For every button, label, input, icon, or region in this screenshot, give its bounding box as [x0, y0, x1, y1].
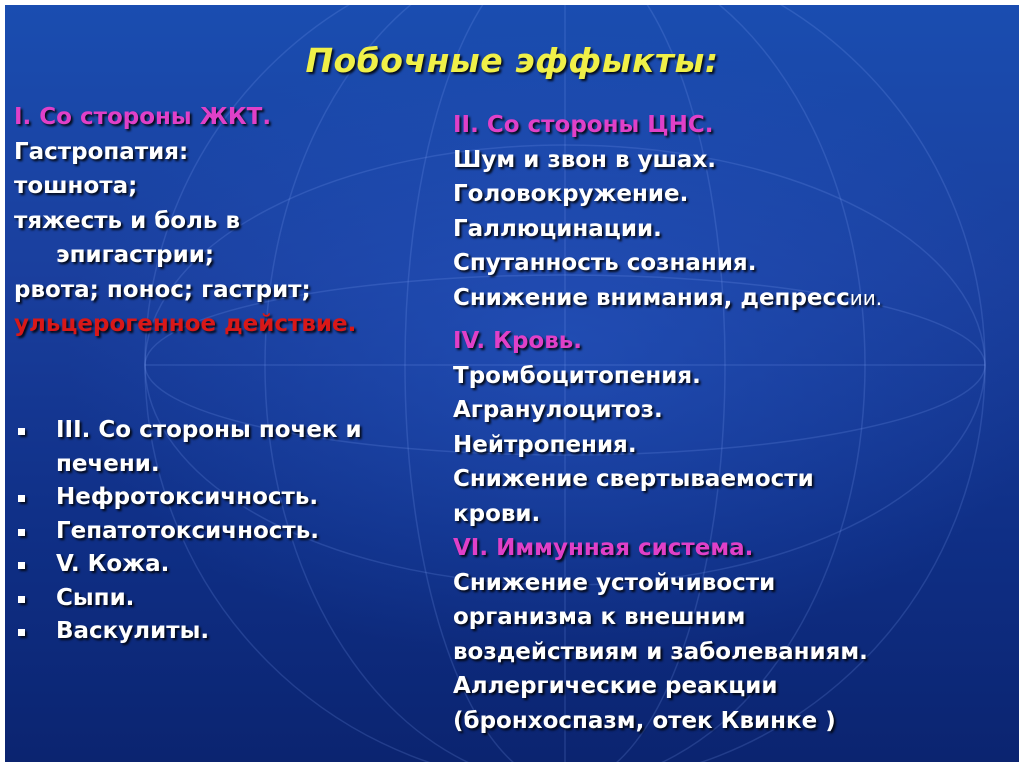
- bullet-icon: [18, 562, 25, 569]
- blood-line: крови.: [453, 500, 541, 527]
- gi-heading: I. Со стороны ЖКТ.: [14, 104, 272, 130]
- gi-line: тяжесть и боль в: [14, 207, 241, 234]
- bullet-icon: [18, 428, 25, 435]
- gi-warning: ульцерогенное действие.: [14, 311, 357, 337]
- cns-line: Галлюцинации.: [453, 215, 662, 242]
- cns-line: Спутанность сознания.: [453, 250, 757, 276]
- bullet-icon: [18, 629, 25, 636]
- list-item: [14, 548, 454, 582]
- gi-line: тошнота;: [14, 173, 138, 199]
- slide: [5, 5, 1019, 762]
- gi-line: Гастропатия:: [14, 138, 189, 165]
- gi-section: [14, 100, 444, 342]
- list-item-text: Гепатотоксичность.: [56, 517, 320, 544]
- bullet-icon: [18, 596, 25, 603]
- immune-line: (бронхоспазм, отек Квинке ): [453, 707, 836, 734]
- blood-line: Тромбоцитопения.: [453, 362, 701, 389]
- skin-heading: V. Кожа.: [56, 551, 170, 577]
- list-item: [14, 615, 454, 649]
- cns-line: Головокружение.: [453, 181, 689, 207]
- immune-line: организма к внешним: [453, 604, 746, 630]
- kidney-liver-heading-cont: печени.: [56, 450, 160, 477]
- list-item: [14, 582, 454, 616]
- immune-line: Аллергические реакции: [453, 673, 778, 699]
- cns-heading: II. Со стороны ЦНС.: [453, 112, 714, 138]
- gi-line: рвота; понос; гастрит;: [14, 276, 311, 303]
- immune-line: воздействиям и заболеваниям.: [453, 638, 868, 665]
- bullet-icon: [18, 495, 25, 502]
- list-item: [14, 414, 454, 448]
- cns-line: Шум и звон в ушах.: [453, 146, 717, 173]
- gi-line: эпигастрии;: [56, 242, 215, 268]
- list-item-text: Васкулиты.: [56, 618, 210, 644]
- right-column: [453, 108, 1013, 738]
- blood-line: Агранулоцитоз.: [453, 397, 663, 423]
- cns-line: [453, 281, 1013, 316]
- bullet-icon: [18, 529, 25, 536]
- blood-heading: IV. Кровь.: [453, 328, 583, 354]
- list-item-text: Сыпи.: [56, 584, 135, 611]
- cns-last-tail: ии.: [849, 285, 883, 310]
- slide-title: Побочные эффыкты:: [305, 41, 719, 80]
- blood-line: Снижение свертываемости: [453, 466, 814, 492]
- cns-last-main: Снижение внимания, депресс: [453, 284, 850, 311]
- blood-line: Нейтропения.: [453, 431, 637, 458]
- list-item-text: Нефротоксичность.: [56, 484, 319, 510]
- kidney-liver-heading: III. Со стороны почек и: [56, 417, 362, 443]
- kidney-liver-skin-list: [14, 414, 454, 649]
- immune-line: Снижение устойчивости: [453, 569, 776, 596]
- list-item: [14, 515, 454, 549]
- spacer: [453, 315, 1013, 324]
- immune-heading: VI. Иммунная система.: [453, 535, 754, 561]
- list-item: [14, 481, 454, 515]
- list-item-continuation: [14, 448, 454, 482]
